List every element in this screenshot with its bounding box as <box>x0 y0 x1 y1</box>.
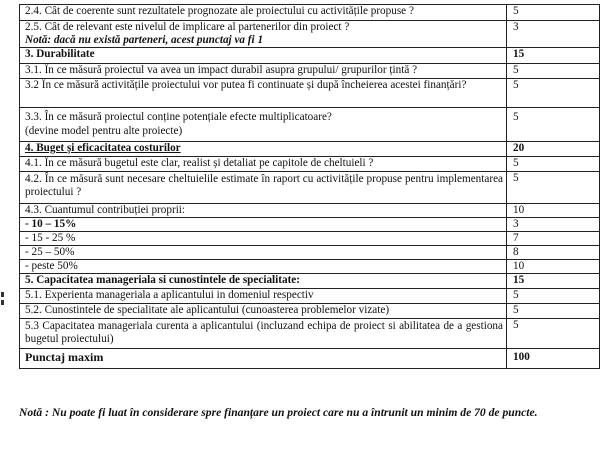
criterion-5-3: 5.3 Capacitatea manageriala curenta a aplicantului (incluzand echipa de proiect si abilitatea de a gestiona bugetul proiectului) <box>20 319 507 349</box>
criterion-3-3 <box>20 108 507 142</box>
score-cell: 10 <box>507 260 600 274</box>
table-row <box>20 64 600 79</box>
criterion-3-1: 3.1. În ce măsură proiectul va avea un impact durabil asupra grupului/ grupurilor țintă ? <box>20 64 507 79</box>
table-row <box>20 48 600 64</box>
criterion-note: Notă: dacă nu există parteneri, acest punctaj va fi 1 <box>25 34 264 46</box>
section-title: 4. Buget și eficacitatea costurilor <box>25 142 181 154</box>
score-cell: 5 <box>507 289 600 304</box>
score-cell: 5 <box>507 304 600 319</box>
score-cell: 5 <box>507 108 600 142</box>
criterion-text-continued: (devine model pentru alte proiecte) <box>25 125 183 137</box>
score-cell: 3 <box>507 218 600 232</box>
criterion-5-2: 5.2. Cunostintele de specialitate ale aplicantului (cunoasterea problemelor vizate) <box>20 304 507 319</box>
table-row <box>20 204 600 218</box>
scan-mark <box>1 300 4 305</box>
score-cell: 7 <box>507 232 600 246</box>
score-cell: 5 <box>507 172 600 204</box>
criterion-2-4: 2.4. Cât de coerente sunt rezultatele prognozate ale proiectului cu activitățile propuse ? <box>20 5 507 21</box>
contribution-band: - 15 - 25 % <box>20 232 507 246</box>
criterion-4-3: 4.3. Cuantumul contribuției proprii: <box>20 204 507 218</box>
table-row <box>20 260 600 274</box>
criterion-4-2: 4.2. În ce măsură sunt necesare cheltuielile estimate în raport cu activitățile propuse pentru implementarea proiectului ? <box>20 172 507 204</box>
table-row <box>20 142 600 157</box>
score-cell: 5 <box>507 79 600 108</box>
table-row <box>20 304 600 319</box>
criterion-5-1: 5.1. Experienta manageriala a aplicantului in domeniul respectiv <box>20 289 507 304</box>
section-capacitate: 5. Capacitatea manageriala si cunostintele de specialitate: <box>20 274 507 289</box>
criterion-text: 3.3. În ce măsură proiectul conține potențiale efecte multiplicatoare? <box>25 111 332 123</box>
table-row <box>20 274 600 289</box>
score-cell: 5 <box>507 157 600 172</box>
table-row <box>20 246 600 260</box>
table-row <box>20 349 600 369</box>
score-cell: 5 <box>507 5 600 21</box>
total-score: 100 <box>507 349 600 369</box>
section-score: 20 <box>507 142 600 157</box>
footnote: Notă : Nu poate fi luat în considerare spre finanțare un proiect care nu a întrunit un minim de 70 de puncte. <box>19 406 538 419</box>
contribution-band: - 10 – 15% <box>20 218 507 232</box>
contribution-band: - peste 50% <box>20 260 507 274</box>
table-row <box>20 218 600 232</box>
total-label: Punctaj maxim <box>20 349 507 369</box>
section-score: 15 <box>507 48 600 64</box>
table-row <box>20 319 600 349</box>
criterion-2-5 <box>20 21 507 48</box>
table-row <box>20 157 600 172</box>
table-row <box>20 232 600 246</box>
table-row <box>20 289 600 304</box>
criterion-text: 2.5. Cât de relevant este nivelul de implicare al partenerilor din proiect ? <box>25 21 350 33</box>
table-row <box>20 21 600 48</box>
table-row <box>20 108 600 142</box>
section-score: 15 <box>507 274 600 289</box>
section-durabilitate: 3. Durabilitate <box>20 48 507 64</box>
scan-mark <box>1 292 4 297</box>
score-cell: 5 <box>507 319 600 349</box>
score-cell: 5 <box>507 64 600 79</box>
table-row <box>20 172 600 204</box>
score-cell: 3 <box>507 21 600 48</box>
score-cell: 8 <box>507 246 600 260</box>
contribution-band: - 25 – 50% <box>20 246 507 260</box>
table-row <box>20 5 600 21</box>
criterion-3-2: 3.2 În ce măsură activitățile proiectului vor putea fi continuate și după încheierea acestei finanțări? <box>20 79 507 108</box>
evaluation-grid <box>19 4 600 369</box>
table-row <box>20 79 600 108</box>
section-buget <box>20 142 507 157</box>
criterion-4-1: 4.1. În ce măsură bugetul este clar, realist și detaliat pe capitole de cheltuieli ? <box>20 157 507 172</box>
score-cell: 10 <box>507 204 600 218</box>
